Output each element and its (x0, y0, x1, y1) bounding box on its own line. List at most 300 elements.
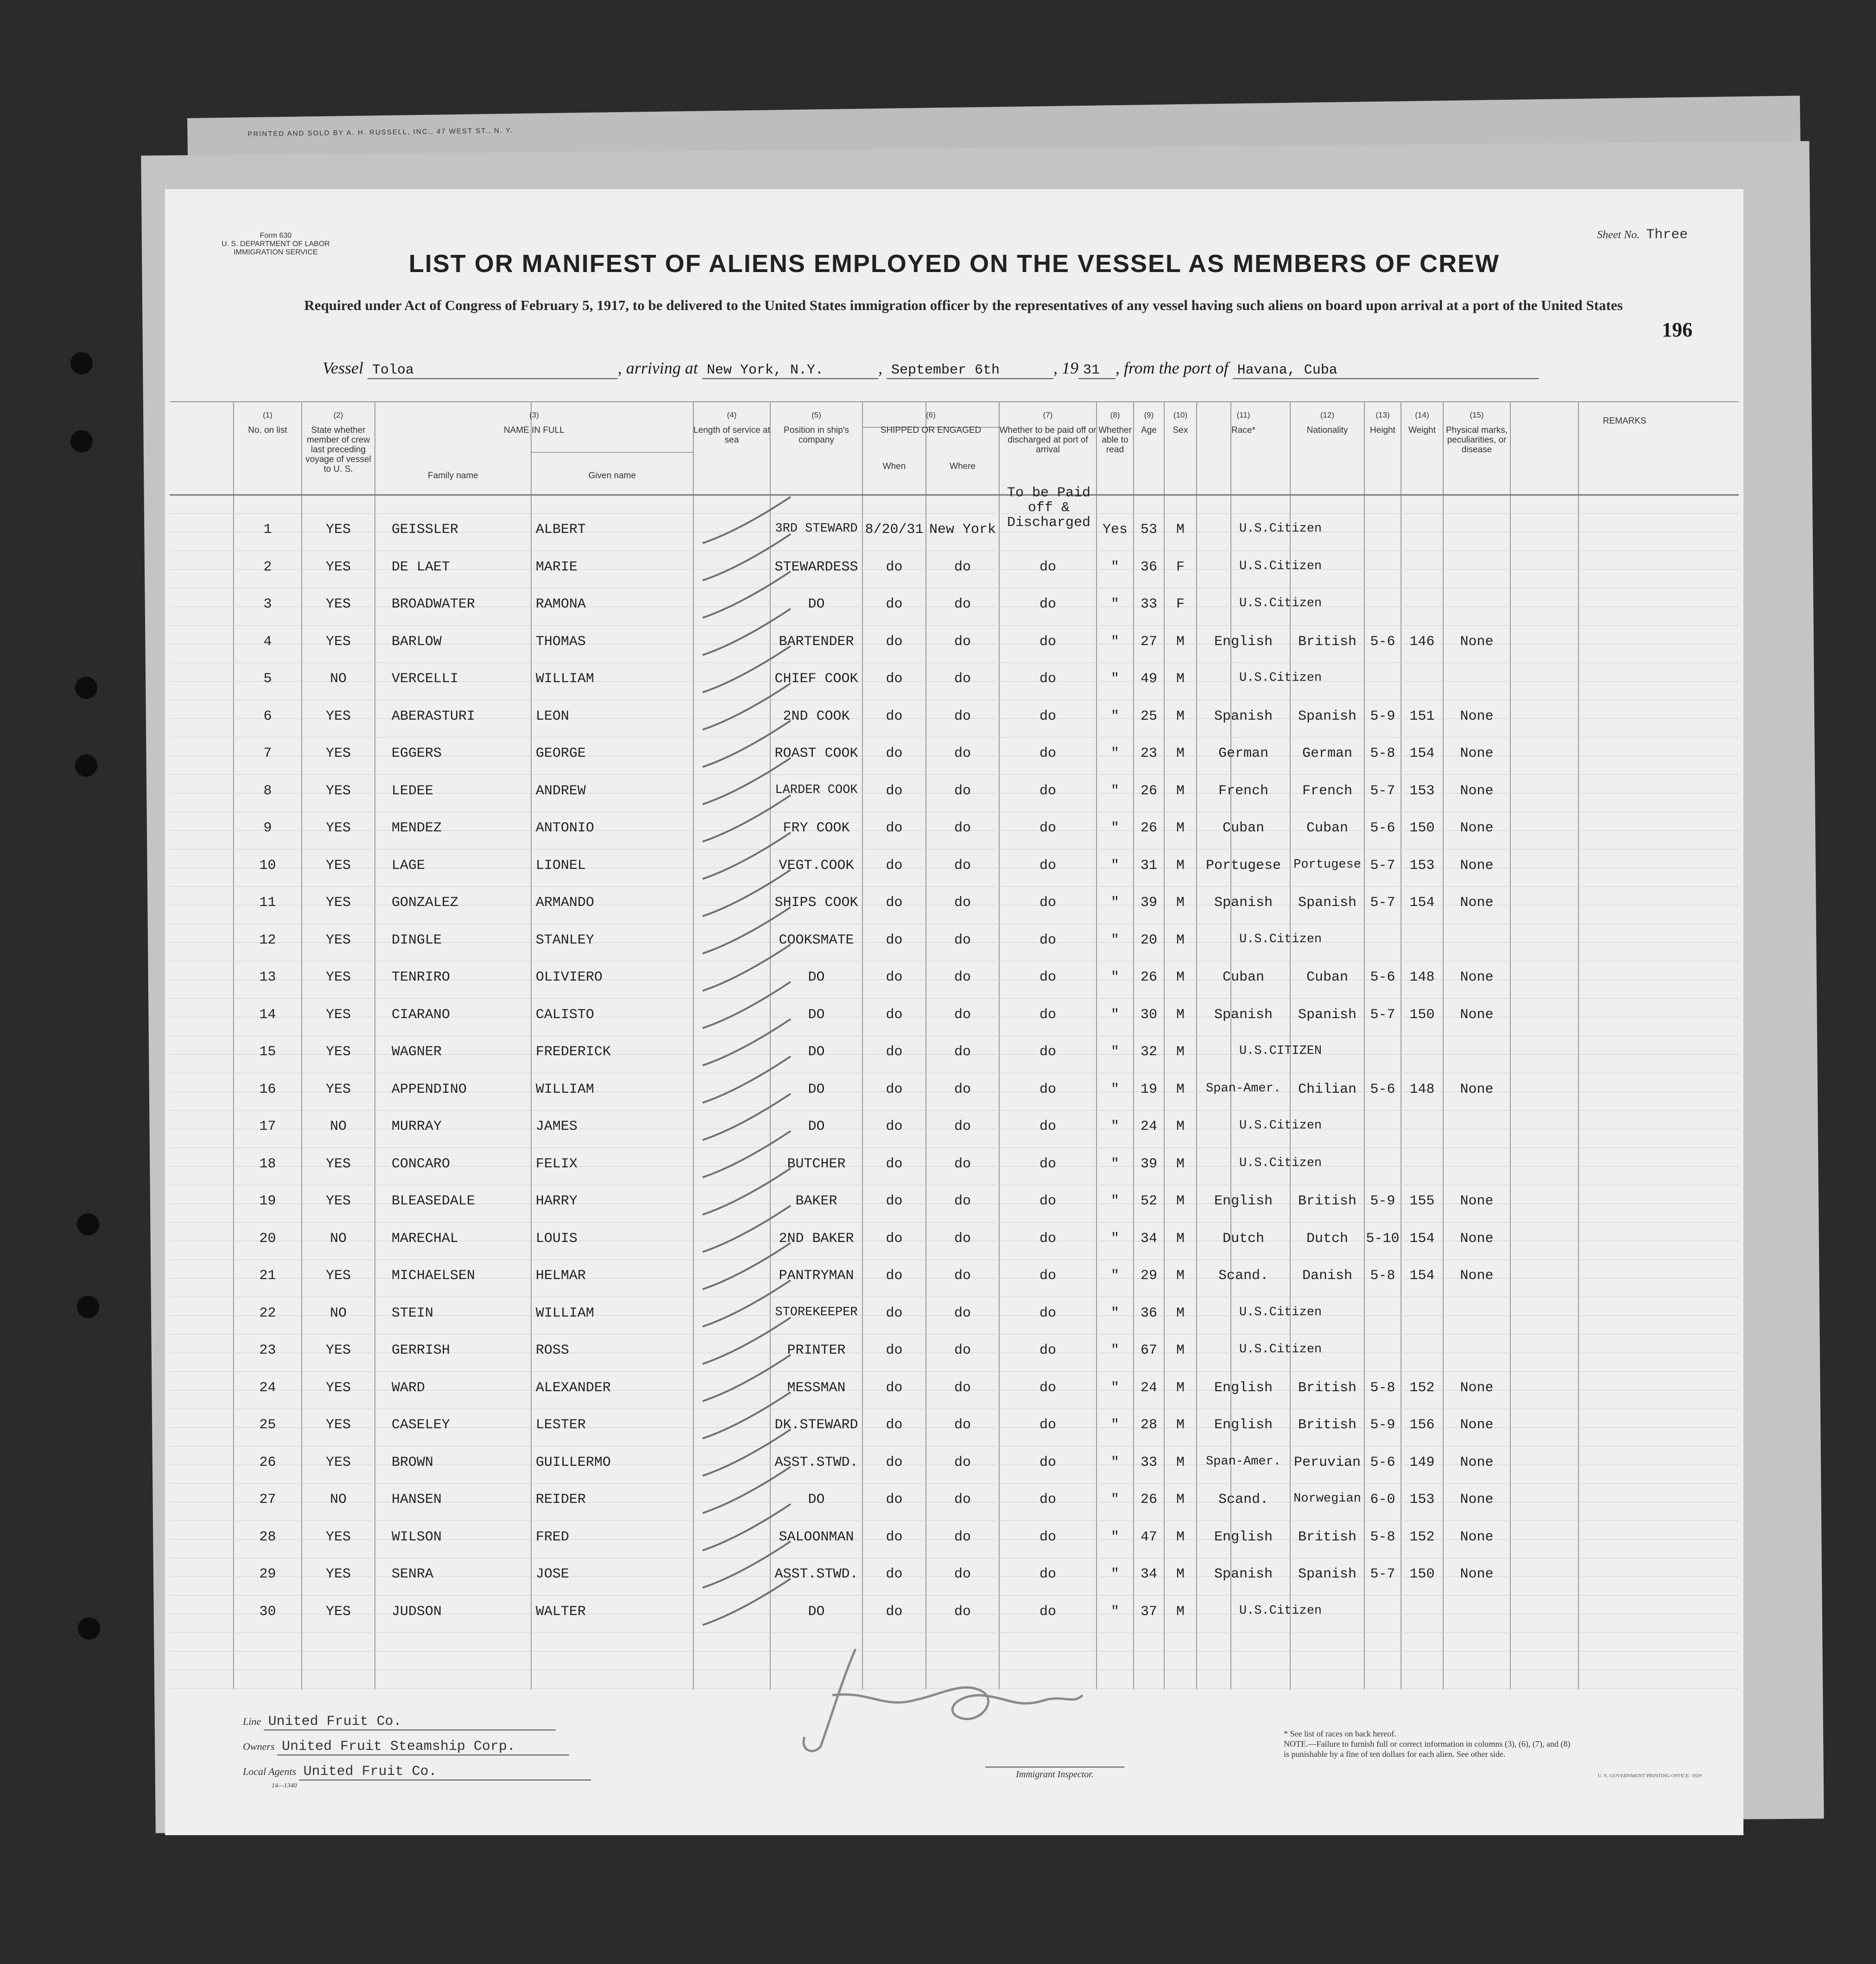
cell-no: 20 (259, 1230, 276, 1247)
cell-sex: M (1176, 969, 1185, 985)
cell-prev: NO (330, 1119, 347, 1134)
cell-sex: F (1176, 559, 1185, 575)
cell-position: DO (808, 1081, 825, 1097)
arriving-label: , arriving at (617, 359, 698, 377)
cell-family: WARD (392, 1380, 425, 1396)
column-label: Race* (1231, 425, 1255, 435)
cell-paid: do (1039, 559, 1056, 575)
cell-nationality: French (1302, 783, 1353, 799)
cell-read: " (1110, 1566, 1119, 1582)
cell-age: 34 (1140, 1230, 1157, 1247)
cell-paid: do (1039, 1156, 1056, 1172)
cell-when: do (886, 1417, 903, 1433)
arrival-port: New York, N.Y. (702, 362, 878, 379)
cell-read: " (1110, 1603, 1119, 1620)
penalty-note: NOTE.—Failure to furnish full or correct information in columns (3), (6), (7), and (8) is punishable by a fine of ten dollars for each alien. See other side. (1284, 1739, 1571, 1759)
cell-sex: M (1176, 1305, 1185, 1321)
cell-age: 36 (1140, 559, 1157, 575)
cell-height: 5-7 (1370, 1566, 1395, 1582)
cell-when: do (886, 708, 903, 724)
cell-read: " (1110, 895, 1119, 911)
binder-hole (70, 352, 93, 374)
cell-sex: M (1176, 1156, 1185, 1172)
cell-no: 15 (259, 1044, 276, 1060)
cell-race: U.S.CITIZEN (1239, 1044, 1322, 1058)
cell-age: 67 (1140, 1343, 1157, 1358)
cell-sex: M (1176, 1492, 1185, 1508)
cell-marks: None (1460, 708, 1494, 724)
cell-nationality: Peruvian (1293, 1454, 1361, 1470)
cell-sex: M (1176, 1603, 1185, 1620)
cell-nationality: Spanish (1298, 1007, 1357, 1023)
cell-family: TENRIRO (392, 969, 450, 985)
cell-given: HELMAR (536, 1268, 586, 1284)
cell-family: BROWN (392, 1454, 434, 1470)
column-subheader: Family name (428, 471, 478, 481)
cell-weight: 154 (1409, 1230, 1435, 1247)
cell-read: " (1110, 1007, 1119, 1023)
cell-sex: M (1176, 522, 1185, 538)
column-label: SHIPPED OR ENGAGED (880, 425, 982, 435)
cell-family: DINGLE (392, 932, 442, 948)
printing-office: U. S. GOVERNMENT PRINTING OFFICE: 1929 (1597, 1773, 1702, 1779)
form-service: IMMIGRATION SERVICE (234, 248, 318, 256)
cell-marks: None (1460, 1380, 1494, 1396)
cell-when: do (886, 746, 903, 761)
cell-paid: do (1039, 857, 1056, 874)
cell-given: CALISTO (536, 1007, 595, 1023)
cell-given: STANLEY (536, 932, 595, 948)
cell-read: " (1110, 932, 1119, 948)
cell-sex: M (1176, 1193, 1185, 1209)
cell-family: MURRAY (392, 1119, 442, 1134)
cell-race: English (1214, 634, 1273, 650)
cell-when: do (886, 820, 903, 836)
cell-weight: 152 (1409, 1380, 1435, 1396)
column-label: Sex (1172, 425, 1188, 435)
cell-marks: None (1460, 746, 1494, 761)
cell-family: CIARANO (392, 1007, 450, 1023)
column-number: (15) (1470, 411, 1484, 419)
cell-race: Span-Amer. (1205, 1454, 1281, 1469)
cell-nationality: British (1298, 1417, 1357, 1433)
cell-race: U.S.Citizen (1239, 596, 1322, 610)
cell-age: 53 (1140, 522, 1157, 538)
column-label: State whether member of crew last preceding voyage of vessel to U. S. (305, 425, 371, 474)
cell-weight: 154 (1409, 1268, 1435, 1284)
cell-height: 5-6 (1370, 634, 1395, 650)
cell-position: DO (808, 969, 825, 985)
column-label: Whether able to read (1098, 425, 1132, 455)
cell-read: " (1110, 783, 1119, 799)
cell-marks: None (1460, 1492, 1494, 1508)
cell-family: MICHAELSEN (392, 1268, 475, 1284)
inspector-signature (721, 1640, 1138, 1760)
cell-when: do (886, 1566, 903, 1582)
cell-given: WILLIAM (536, 1305, 595, 1321)
cell-when: do (886, 1603, 903, 1620)
cell-paid: do (1039, 1566, 1056, 1582)
races-note: * See list of races on back hereof. (1284, 1729, 1396, 1738)
cell-family: ABERASTURI (392, 708, 475, 724)
cell-sex: M (1176, 1268, 1185, 1284)
cell-given: ANDREW (536, 783, 586, 799)
cell-prev: YES (325, 596, 351, 612)
cell-age: 36 (1140, 1305, 1157, 1321)
cell-when: do (886, 559, 903, 575)
cell-paid: do (1039, 708, 1056, 724)
cell-race: Dutch (1222, 1230, 1264, 1247)
cell-where: do (954, 1603, 971, 1620)
cell-race: U.S.Citizen (1239, 559, 1322, 573)
cell-where: do (954, 1417, 971, 1433)
cell-where: do (954, 1044, 971, 1060)
cell-race: Portugese (1205, 857, 1281, 874)
cell-marks: None (1460, 1566, 1494, 1582)
cell-prev: YES (325, 1454, 351, 1470)
column-header (1134, 411, 1164, 435)
cell-height: 5-7 (1370, 895, 1395, 911)
cell-prev: YES (325, 746, 351, 761)
sheet-label: Sheet No. (1597, 229, 1640, 241)
cell-given: WALTER (536, 1603, 586, 1620)
cell-nationality: British (1298, 1193, 1357, 1209)
cell-family: JUDSON (392, 1603, 442, 1620)
cell-sex: F (1176, 596, 1185, 612)
cell-when: do (886, 634, 903, 650)
cell-height: 5-9 (1370, 1193, 1395, 1209)
cell-no: 13 (259, 969, 276, 985)
column-number: (5) (811, 411, 821, 419)
cell-no: 25 (259, 1417, 276, 1433)
page-number: 196 (1662, 318, 1692, 341)
vessel-name: Toloa (368, 362, 618, 379)
cell-family: GEISSLER (392, 522, 459, 538)
column-label: Age (1141, 425, 1157, 435)
column-number: (2) (333, 411, 343, 419)
cell-when: do (886, 1454, 903, 1470)
cell-family: EGGERS (392, 746, 442, 761)
line-field (243, 1714, 556, 1730)
cell-when: do (886, 895, 903, 911)
cell-prev: NO (330, 1305, 347, 1321)
cell-when: do (886, 1230, 903, 1247)
cell-sex: M (1176, 1007, 1185, 1023)
cell-position: SALOONMAN (779, 1529, 854, 1545)
cell-weight: 153 (1409, 857, 1435, 874)
pencil-tick-mark (703, 758, 791, 805)
cell-where: do (954, 1081, 971, 1097)
cell-read: " (1110, 1380, 1119, 1396)
cell-read: " (1110, 671, 1119, 687)
cell-where: do (954, 559, 971, 575)
cell-given: LEON (536, 708, 570, 724)
cell-position: STEWARDESS (774, 559, 858, 575)
cell-prev: YES (325, 932, 351, 948)
cell-height: 5-7 (1370, 783, 1395, 799)
cell-race: English (1214, 1380, 1273, 1396)
cell-prev: YES (325, 1566, 351, 1582)
cell-marks: None (1460, 1007, 1494, 1023)
column-header (1096, 411, 1134, 455)
cell-given: FELIX (536, 1156, 578, 1172)
cell-prev: YES (325, 1193, 351, 1209)
cell-family: CASELEY (392, 1417, 450, 1433)
cell-weight: 149 (1409, 1454, 1435, 1470)
cell-family: MENDEZ (392, 820, 442, 836)
cell-when: do (886, 932, 903, 948)
cell-no: 29 (259, 1566, 276, 1582)
cell-where: do (954, 1343, 971, 1358)
cell-paid: do (1039, 895, 1056, 911)
cell-read: Yes (1102, 522, 1128, 538)
column-label: Length of service at sea (693, 425, 770, 445)
cell-age: 24 (1140, 1119, 1157, 1134)
cell-family: VERCELLI (392, 671, 459, 687)
printer-imprint: PRINTED AND SOLD BY A. H. RUSSELL, INC., 47 WEST ST., N. Y. (247, 127, 513, 139)
cell-where: do (954, 1230, 971, 1247)
cell-height: 5-9 (1370, 708, 1395, 724)
binder-hole (75, 677, 97, 699)
cell-family: SENRA (392, 1566, 434, 1582)
cell-race: Spanish (1214, 708, 1273, 724)
column-subheader: When (882, 462, 906, 471)
cell-weight: 150 (1409, 1566, 1435, 1582)
cell-where: do (954, 1492, 971, 1508)
column-number: (10) (1173, 411, 1188, 419)
cell-given: ANTONIO (536, 820, 595, 836)
cell-family: WAGNER (392, 1044, 442, 1060)
cell-where: do (954, 857, 971, 874)
cell-marks: None (1460, 895, 1494, 911)
cell-where: do (954, 671, 971, 687)
cell-weight: 154 (1409, 895, 1435, 911)
cell-nationality: German (1302, 746, 1353, 761)
cell-race: U.S.Citizen (1239, 671, 1322, 685)
voyage-line: Vessel Toloa , arriving at New York, N.Y. , September 6th , 19 31 , from the port of Havana, Cuba (323, 358, 1539, 379)
cell-given: THOMAS (536, 634, 586, 650)
cell-prev: YES (325, 634, 351, 650)
cell-when: do (886, 969, 903, 985)
sheet-number (1597, 227, 1688, 243)
cell-sex: M (1176, 671, 1185, 687)
cell-position: LARDER COOK (775, 783, 858, 797)
document-subtitle: Required under Act of Congress of February 5, 1917, to be delivered to the United States immigration officer by the representatives of any vessel having such aliens on board upon arrival at a port of the United States (304, 297, 1623, 313)
cell-given: REIDER (536, 1492, 586, 1508)
cell-no: 3 (263, 596, 272, 612)
cell-where: do (954, 1193, 971, 1209)
cell-no: 9 (263, 820, 272, 836)
form-department: U. S. DEPARTMENT OF LABOR (222, 240, 330, 248)
cell-race: Spanish (1214, 895, 1273, 911)
column-label: Whether to be paid off or discharged at port of arrival (999, 425, 1096, 455)
cell-when: do (886, 1380, 903, 1396)
cell-age: 31 (1140, 857, 1157, 874)
cell-age: 39 (1140, 895, 1157, 911)
cell-no: 2 (263, 559, 272, 575)
cell-prev: YES (325, 1268, 351, 1284)
cell-sex: M (1176, 708, 1185, 724)
cell-given: HARRY (536, 1193, 578, 1209)
column-subheader: Given name (588, 471, 636, 481)
cell-paid: do (1039, 1081, 1056, 1097)
cell-race: Scand. (1218, 1268, 1269, 1284)
cell-age: 29 (1140, 1268, 1157, 1284)
cell-marks: None (1460, 969, 1494, 985)
cell-position: BAKER (795, 1193, 837, 1209)
cell-prev: NO (330, 1230, 347, 1247)
cell-sex: M (1176, 857, 1185, 874)
cell-paid: do (1039, 1529, 1056, 1545)
cell-age: 34 (1140, 1566, 1157, 1582)
cell-paid: do (1039, 1343, 1056, 1358)
cell-where: do (954, 895, 971, 911)
cell-read: " (1110, 1193, 1119, 1209)
cell-age: 23 (1140, 746, 1157, 761)
cell-sex: M (1176, 1343, 1185, 1358)
cell-weight: 150 (1409, 1007, 1435, 1023)
column-number: (12) (1320, 411, 1335, 419)
cell-no: 22 (259, 1305, 276, 1321)
cell-no: 10 (259, 857, 276, 874)
cell-no: 12 (259, 932, 276, 948)
cell-family: MARECHAL (392, 1230, 459, 1247)
cell-height: 5-7 (1370, 857, 1395, 874)
departure-port: Havana, Cuba (1233, 362, 1539, 379)
column-number: (3) (529, 411, 539, 419)
arrival-year: 31 (1078, 362, 1115, 379)
column-header (1401, 411, 1443, 435)
column-header (1197, 411, 1290, 435)
cell-family: LEDEE (392, 783, 434, 799)
cell-nationality: Danish (1302, 1268, 1353, 1284)
cell-where: do (954, 1156, 971, 1172)
column-header (1510, 411, 1739, 426)
cell-paid: do (1039, 1268, 1056, 1284)
cell-height: 5-6 (1370, 1081, 1395, 1097)
cell-family: APPENDINO (392, 1081, 467, 1097)
cell-age: 28 (1140, 1417, 1157, 1433)
cell-read: " (1110, 596, 1119, 612)
cell-prev: YES (325, 1007, 351, 1023)
cell-age: 33 (1140, 596, 1157, 612)
cell-sex: M (1176, 1119, 1185, 1134)
cell-no: 18 (259, 1156, 276, 1172)
cell-race: English (1214, 1417, 1273, 1433)
cell-family: BLEASEDALE (392, 1193, 475, 1209)
footer-note (1284, 1729, 1571, 1759)
cell-position: DO (808, 1007, 825, 1023)
cell-age: 25 (1140, 708, 1157, 724)
binder-hole (70, 430, 93, 452)
cell-marks: None (1460, 1268, 1494, 1284)
line-label: Line (243, 1716, 261, 1727)
cell-read: " (1110, 820, 1119, 836)
cell-given: JOSE (536, 1566, 570, 1582)
cell-position: ROAST COOK (774, 746, 858, 761)
column-header (302, 411, 375, 474)
cell-no: 6 (263, 708, 272, 724)
owners-value: United Fruit Steamship Corp. (277, 1739, 569, 1755)
cell-nationality: Spanish (1298, 708, 1357, 724)
cell-height: 5-8 (1370, 1380, 1395, 1396)
cell-given: ALBERT (536, 522, 586, 538)
cell-prev: YES (325, 1529, 351, 1545)
cell-weight: 153 (1409, 1492, 1435, 1508)
cell-race: Spanish (1214, 1566, 1273, 1582)
cell-no: 21 (259, 1268, 276, 1284)
cell-where: do (954, 708, 971, 724)
cell-given: FRED (536, 1529, 570, 1545)
cell-when: do (886, 1529, 903, 1545)
column-subheader: Where (950, 462, 976, 471)
cell-nationality: Cuban (1306, 969, 1348, 985)
cell-position: DO (808, 1119, 825, 1134)
cell-no: 28 (259, 1529, 276, 1545)
column-number: (11) (1236, 411, 1250, 419)
crew-table (170, 401, 1739, 1699)
cell-age: 26 (1140, 969, 1157, 985)
cell-family: GERRISH (392, 1343, 450, 1358)
cell-position: ASST.STWD. (774, 1566, 858, 1582)
column-label: No. on list (248, 425, 287, 435)
cell-height: 5-10 (1366, 1230, 1400, 1247)
cell-prev: YES (325, 708, 351, 724)
owners-label: Owners (243, 1741, 275, 1752)
cell-height: 5-6 (1370, 820, 1395, 836)
cell-marks: None (1460, 1230, 1494, 1247)
cell-marks: None (1460, 783, 1494, 799)
cell-family: DE LAET (392, 559, 450, 575)
cell-family: LAGE (392, 857, 425, 874)
cell-no: 8 (263, 783, 272, 799)
cell-where: do (954, 1454, 971, 1470)
cell-read: " (1110, 1492, 1119, 1508)
cell-read: " (1110, 1454, 1119, 1470)
cell-position: CHIEF COOK (774, 671, 858, 687)
cell-when: do (886, 596, 903, 612)
cell-given: LOUIS (536, 1230, 578, 1247)
cell-where: do (954, 746, 971, 761)
cell-height: 5-6 (1370, 1454, 1395, 1470)
cell-given: JAMES (536, 1119, 578, 1134)
cell-prev: YES (325, 1603, 351, 1620)
cell-prev: YES (325, 1380, 351, 1396)
cell-height: 6-0 (1370, 1492, 1395, 1508)
cell-where: do (954, 783, 971, 799)
cell-sex: M (1176, 895, 1185, 911)
binder-hole (77, 1296, 99, 1318)
cell-prev: NO (330, 1492, 347, 1508)
document-title: LIST OR MANIFEST OF ALIENS EMPLOYED ON THE VESSEL AS MEMBERS OF CREW (408, 250, 1500, 278)
cell-when: do (886, 1007, 903, 1023)
cell-race: U.S.Citizen (1239, 1119, 1322, 1133)
cell-height: 5-8 (1370, 746, 1395, 761)
year-prefix: 19 (1062, 359, 1078, 377)
cell-family: BROADWATER (392, 596, 475, 612)
cell-race: U.S.Citizen (1239, 1343, 1322, 1356)
cell-race: U.S.Citizen (1239, 1305, 1322, 1319)
cell-given: ROSS (536, 1343, 570, 1358)
sheet-value: Three (1646, 227, 1688, 243)
cell-no: 7 (263, 746, 272, 761)
cell-no: 19 (259, 1193, 276, 1209)
cell-family: STEIN (392, 1305, 434, 1321)
cell-paid: do (1039, 1454, 1056, 1470)
cell-paid: do (1039, 1230, 1056, 1247)
cell-prev: YES (325, 559, 351, 575)
cell-given: RAMONA (536, 596, 586, 612)
